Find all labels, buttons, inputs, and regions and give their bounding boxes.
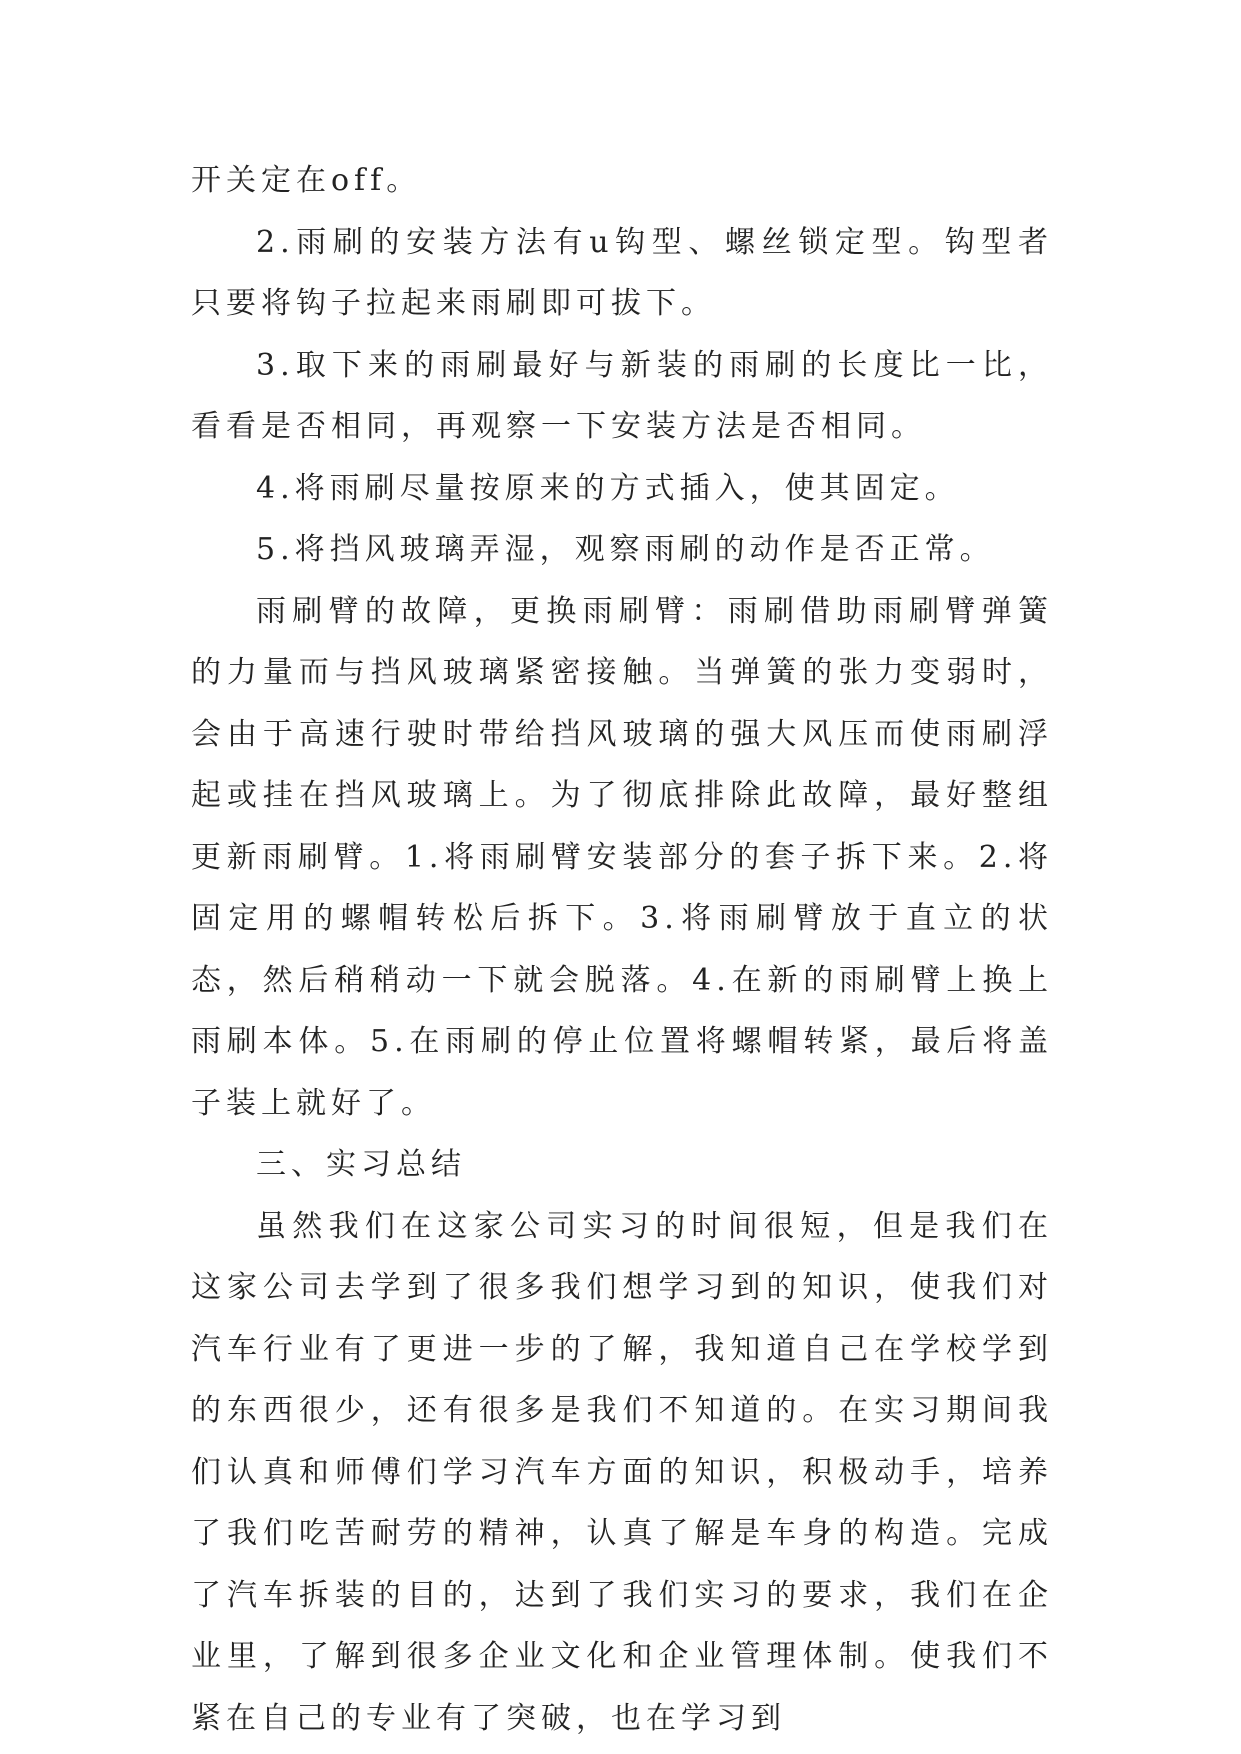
paragraph-step-5: 5.将挡风玻璃弄湿，观察雨刷的动作是否正常。 [256, 532, 995, 567]
paragraph-step-2: 2.雨刷的安装方法有u钩型、螺丝锁定型。钩型者只要将钩子拉起来雨刷即可拔下。 [191, 224, 1053, 321]
paragraph-step-3: 3.取下来的雨刷最好与新装的雨刷的长度比一比，看看是否相同，再观察一下安装方法是否相同。 [191, 347, 1053, 444]
paragraph-continuation: 开关定在off。 [191, 163, 422, 198]
section-heading: 三、实习总结 [256, 1147, 466, 1182]
paragraph-step-4: 4.将雨刷尽量按原来的方式插入，使其固定。 [256, 470, 960, 506]
paragraph-wiper-arm: 雨刷臂的故障，更换雨刷臂：雨刷借助雨刷臂弹簧的力量而与挡风玻璃紧密接触。当弹簧的张力变弱时，会由于高速行驶时带给挡风玻璃的强大风压而使雨刷浮起或挂在挡风玻璃上。为了彻底排除此故障，最好整组更新雨刷臂。1.将雨刷臂安装部分的套子拆下来。2.将固定用的螺帽转松后拆下。3.将雨刷臂放于直立的状态，然后稍稍动一下就会脱落。4.在新的雨刷臂上换上雨刷本体。5.在雨刷的停止位置将螺帽转紧，最后将盖子装上就好了。 [191, 593, 1053, 1121]
paragraph-summary: 虽然我们在这家公司实习的时间很短，但是我们在这家公司去学到了很多我们想学习到的知识，使我们对汽车行业有了更进一步的了解，我知道自己在学校学到的东西很少，还有很多是我们不知道的。在实习期间我们认真和师傅们学习汽车方面的知识，积极动手，培养了我们吃苦耐劳的精神，认真了解是车身的构造。完成了汽车拆装的目的，达到了我们实习的要求，我们在企业里，了解到很多企业文化和企业管理体制。使我们不紧在自己的专业有了突破，也在学习到 [191, 1208, 1053, 1736]
document-body [191, 150, 1053, 1749]
